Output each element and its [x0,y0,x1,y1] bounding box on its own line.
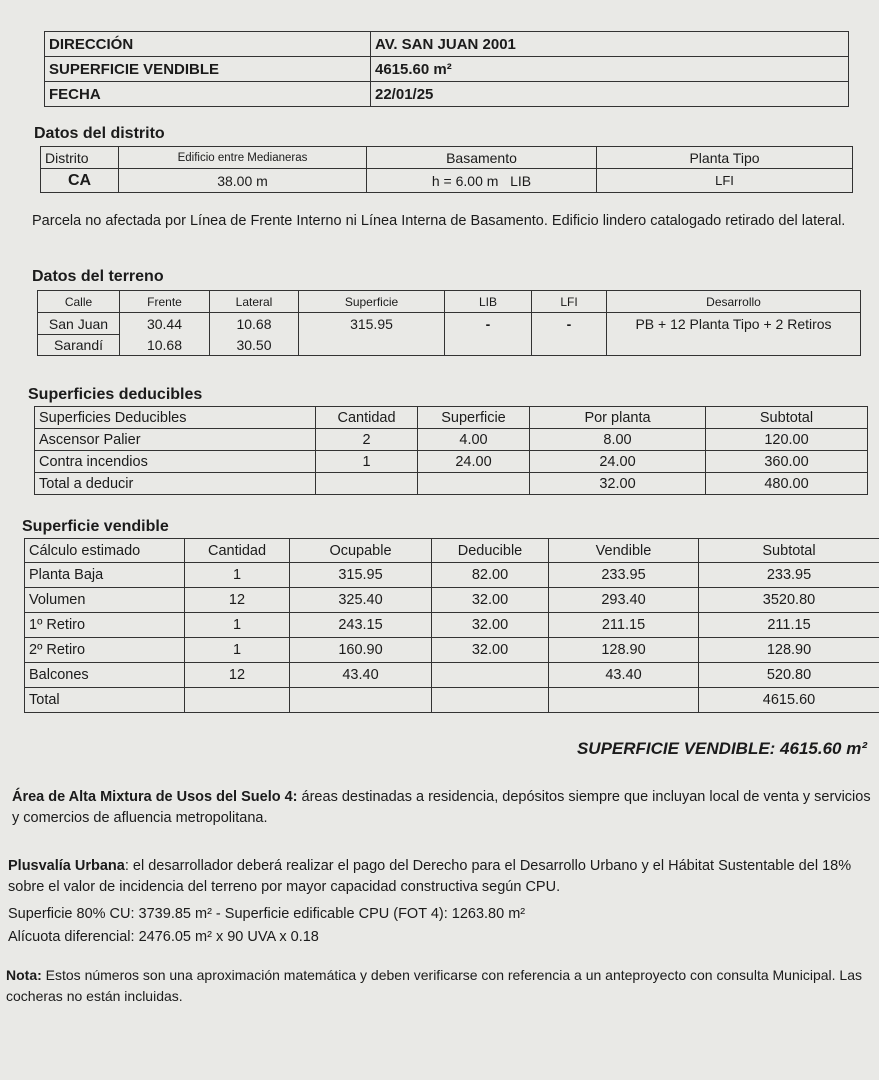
address-value: AV. SAN JUAN 2001 [371,32,849,57]
terrain-cell: 30.44 [120,313,210,335]
sellable-cell: 325.40 [290,588,432,613]
plusvalia-text: : el desarrollador deberá realizar el pago del Derecho para el Desarrollo Urbano y el Hábitat Sustentable del 18% sobre el valor de incidencia del terreno por mayor capacidad constructiva según CPU. [8,858,852,895]
sellable-header: Cantidad [185,539,290,563]
sellable-cell [185,688,290,713]
sellable-cell: Total [25,688,185,713]
deductible-cell: 24.00 [418,451,530,473]
terrain-header-lateral: Lateral [210,291,299,313]
zone-text: áreas destinadas a residencia, depósitos siempre que incluyan local de venta y servicios y comercios de afluencia metropolitana. [12,789,871,826]
sellable-cell: 12 [185,663,290,688]
deductible-cell: 8.00 [530,429,706,451]
nota-label: Nota: [6,967,42,983]
sellable-cell: 293.40 [549,588,699,613]
terrain-cell: 10.68 [120,335,210,356]
sellable-area-value: 4615.60 m² [371,57,849,82]
sellable-cell: 233.95 [699,563,879,588]
sellable-cell: 160.90 [290,638,432,663]
table-row [25,563,879,588]
table-row [41,147,853,169]
table-row [45,32,849,57]
sellable-cell: Balcones [25,663,185,688]
sellable-header: Deducible [432,539,549,563]
table-row [35,407,868,429]
sellable-cell: 43.40 [549,663,699,688]
terrain-cell: 30.50 [210,335,299,356]
sellable-cell: 3520.80 [699,588,879,613]
deductible-header: Superficies Deducibles [35,407,316,429]
terrain-cell: 315.95 [299,313,445,356]
sellable-cell: 243.15 [290,613,432,638]
terrain-cell: - [445,313,532,356]
plusvalia-paragraph [8,856,874,898]
terrain-section-title: Datos del terreno [32,268,164,285]
sellable-header: Ocupable [290,539,432,563]
table-row [25,588,879,613]
district-value-medianeras: 38.00 m [119,169,367,193]
table-row [25,663,879,688]
sellable-header: Subtotal [699,539,879,563]
terrain-cell: San Juan [38,313,120,335]
sellable-cell: 1 [185,563,290,588]
terrain-cell: 10.68 [210,313,299,335]
district-value-distrito: CA [41,169,119,193]
sellable-cell [549,688,699,713]
sellable-cell [432,663,549,688]
deductible-cell: 120.00 [706,429,868,451]
sellable-cell: 32.00 [432,638,549,663]
deductible-cell: Contra incendios [35,451,316,473]
deductible-cell: 360.00 [706,451,868,473]
table-row [35,451,868,473]
table-row [35,473,868,495]
sellable-cell: 32.00 [432,613,549,638]
sellable-cell: 82.00 [432,563,549,588]
sellable-cell: Volumen [25,588,185,613]
sellable-cell: 43.40 [290,663,432,688]
sellable-cell: 211.15 [699,613,879,638]
sellable-area-label: SUPERFICIE VENDIBLE [45,57,371,82]
terrain-header-frente: Frente [120,291,210,313]
deductible-table [34,406,868,495]
terrain-cell: Sarandí [38,335,120,356]
table-row [25,539,879,563]
terrain-header-desarrollo: Desarrollo [607,291,861,313]
deductible-cell [418,473,530,495]
superficie-line: Superficie 80% CU: 3739.85 m² - Superficie edificable CPU (FOT 4): 1263.80 m² [8,906,526,922]
sellable-section-title: Superficie vendible [22,518,169,535]
terrain-header-lib: LIB [445,291,532,313]
sellable-cell: 1º Retiro [25,613,185,638]
zone-label: Área de Alta Mixtura de Usos del Suelo 4: [12,789,298,805]
sellable-cell [290,688,432,713]
district-note: Parcela no afectada por Línea de Frente Interno ni Línea Interna de Basamento. Edificio lindero catalogado retirado del lateral. [32,213,846,229]
deductible-header: Superficie [418,407,530,429]
table-row [41,169,853,193]
table-row [35,429,868,451]
district-header-distrito: Distrito [41,147,119,169]
sellable-cell: 233.95 [549,563,699,588]
table-row [25,638,879,663]
sellable-header: Cálculo estimado [25,539,185,563]
table-row [38,313,861,335]
deductible-cell [316,473,418,495]
terrain-header-superficie: Superficie [299,291,445,313]
date-value: 22/01/25 [371,82,849,107]
deductible-cell: 2 [316,429,418,451]
deductible-section-title: Superficies deducibles [28,386,203,403]
terrain-table [37,290,861,356]
sellable-summary: SUPERFICIE VENDIBLE: 4615.60 m² [576,739,867,758]
sellable-cell: 1 [185,613,290,638]
deductible-cell: Total a deducir [35,473,316,495]
deductible-cell: 24.00 [530,451,706,473]
district-value-planta-tipo: LFI [597,169,853,193]
header-table [44,31,849,107]
sellable-header: Vendible [549,539,699,563]
sellable-cell: 520.80 [699,663,879,688]
terrain-header-lfi: LFI [532,291,607,313]
alicuota-line: Alícuota diferencial: 2476.05 m² x 90 UVA x 0.18 [8,929,319,945]
sellable-cell: 128.90 [549,638,699,663]
deductible-cell: 4.00 [418,429,530,451]
deductible-cell: 1 [316,451,418,473]
sellable-cell: 4615.60 [699,688,879,713]
sellable-cell: 2º Retiro [25,638,185,663]
deductible-header: Cantidad [316,407,418,429]
nota-paragraph [6,965,874,1007]
sellable-cell [432,688,549,713]
plusvalia-label: Plusvalía Urbana [8,858,125,874]
terrain-cell: - [532,313,607,356]
sellable-table [24,538,879,713]
sellable-cell: 211.15 [549,613,699,638]
district-header-basamento: Basamento [367,147,597,169]
table-row [45,82,849,107]
table-row [45,57,849,82]
sellable-cell: 315.95 [290,563,432,588]
table-row [25,613,879,638]
district-table [40,146,853,193]
nota-text: Estos números son una aproximación matemática y deben verificarse con referencia a un anteproyecto con consulta Municipal. Las cocheras no están incluidas. [6,967,862,1004]
sellable-cell: 12 [185,588,290,613]
district-value-basamento: h = 6.00 m LIB [367,169,597,193]
sellable-cell: 32.00 [432,588,549,613]
date-label: FECHA [45,82,371,107]
zone-paragraph [12,787,874,829]
deductible-header: Por planta [530,407,706,429]
deductible-header: Subtotal [706,407,868,429]
terrain-header-calle: Calle [38,291,120,313]
district-section-title: Datos del distrito [34,125,165,142]
deductible-cell: 32.00 [530,473,706,495]
sellable-cell: Planta Baja [25,563,185,588]
sellable-cell: 1 [185,638,290,663]
address-label: DIRECCIÓN [45,32,371,57]
deductible-cell: Ascensor Palier [35,429,316,451]
table-row [38,291,861,313]
table-row [25,688,879,713]
deductible-cell: 480.00 [706,473,868,495]
district-header-medianeras: Edificio entre Medianeras [119,147,367,169]
terrain-cell: PB + 12 Planta Tipo + 2 Retiros [607,313,861,356]
sellable-cell: 128.90 [699,638,879,663]
district-header-planta-tipo: Planta Tipo [597,147,853,169]
